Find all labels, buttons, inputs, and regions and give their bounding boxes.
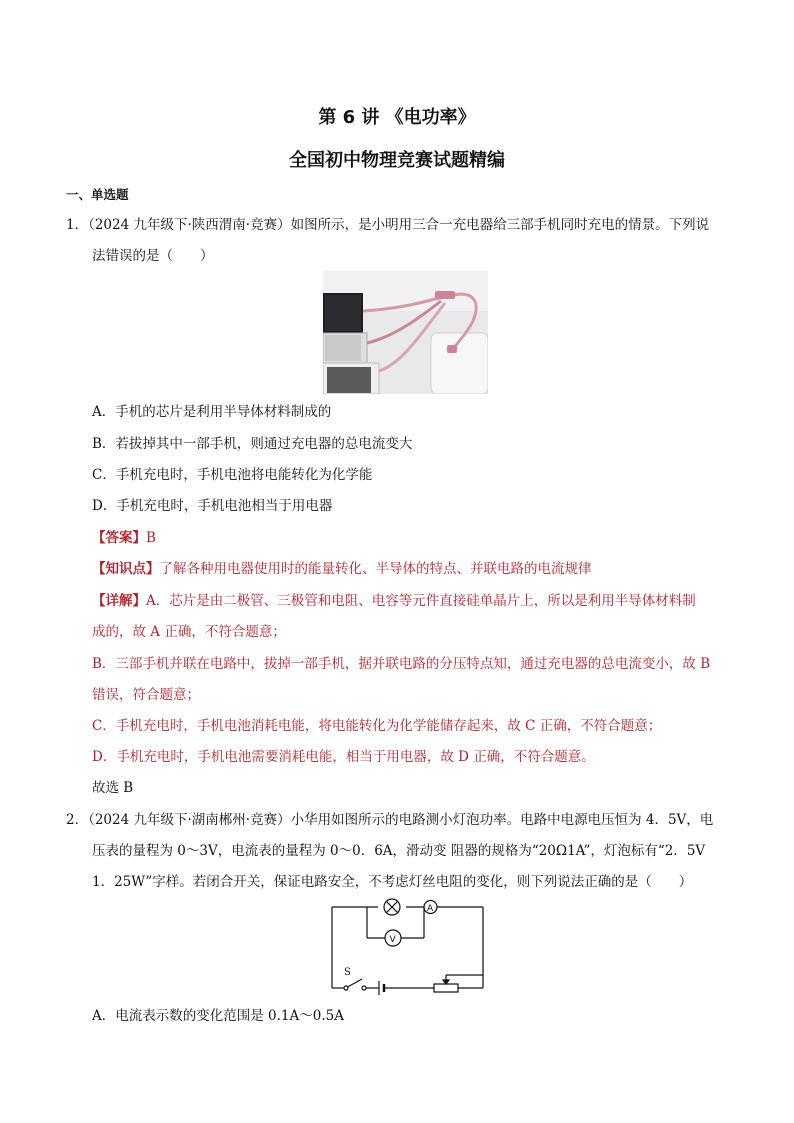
q1-detail-a2: 成的，故 A 正确，不符合题意； xyxy=(92,624,286,640)
q1-option-b: B．若拔掉其中一部手机，则通过充电器的总电流变大 xyxy=(92,436,413,452)
lesson-title: 第 6 讲 《电功率》 xyxy=(318,107,476,128)
q1-detail-a1 xyxy=(92,591,696,611)
detail-a1-text: A．芯片是由二极管、三极管和电阻、电容等元件直接硅单晶片上，所以是利用半导体材料制 xyxy=(146,593,696,609)
detail-tag: 【详解】 xyxy=(92,593,146,609)
q1-answer xyxy=(92,528,156,548)
circuit-diagram xyxy=(326,895,489,998)
q2-option-a: A．电流表示数的变化范围是 0.1A～0.5A xyxy=(92,1008,344,1024)
ammeter-label: A xyxy=(427,904,434,914)
q1-detail-d: D．手机充电时，手机电池需要消耗电能，相当于用电器，故 D 正确，不符合题意。 xyxy=(92,749,595,765)
q1-stem-line1: 1．（2024 九年级下·陕西渭南·竞赛）如图所示，是小明用三合一充电器给三部手机同时充电的情景。下列说 xyxy=(66,217,710,233)
q1-detail-b1: B．三部手机并联在电路中，拔掉一部手机，据并联电路的分压特点知，通过充电器的总电流变小，故 B xyxy=(92,656,711,672)
q2-stem-line1: 2．（2024 九年级下·湖南郴州·竞赛）小华用如图所示的电路测小灯泡功率。电路中电源电压恒为 4．5V，电 xyxy=(66,812,714,828)
answer-value: B xyxy=(146,530,156,546)
q1-detail-c: C．手机充电时，手机电池消耗电能，将电能转化为化学能储存起来，故 C 正确，不符合题意； xyxy=(92,718,662,734)
q2-stem-line3: 1．25W”字样。若闭合开关，保证电路安全，不考虑灯丝电阻的变化，则下列说法正确的是（ ） xyxy=(92,874,693,890)
q1-knowledge xyxy=(92,559,592,579)
charging-phones-photo xyxy=(323,271,488,394)
q1-conclusion: 故选 B xyxy=(92,780,134,796)
q1-option-c: C．手机充电时，手机电池将电能转化为化学能 xyxy=(92,467,373,483)
knowledge-text: 了解各种用电器使用时的能量转化、半导体的特点、并联电路的电流规律 xyxy=(159,561,592,577)
q1-option-d: D．手机充电时，手机电池相当于用电器 xyxy=(92,498,333,514)
q1-option-a: A．手机的芯片是利用半导体材料制成的 xyxy=(92,404,332,420)
voltmeter-label: V xyxy=(389,935,396,945)
q2-stem-line2: 压表的量程为 0～3V，电流表的量程为 0～0．6A，滑动变 阻器的规格为“20Ω1A”，灯泡标有“2．5V xyxy=(92,843,706,859)
q1-stem-line2: 法错误的是（ ） xyxy=(92,248,214,264)
q1-detail-b2: 错误，符合题意； xyxy=(92,687,200,703)
switch-label: S xyxy=(344,967,351,978)
knowledge-tag: 【知识点】 xyxy=(92,561,160,577)
section-heading: 一、单选题 xyxy=(66,187,129,202)
answer-tag: 【答案】 xyxy=(92,530,146,546)
document-title: 全国初中物理竞赛试题精编 xyxy=(289,150,505,171)
